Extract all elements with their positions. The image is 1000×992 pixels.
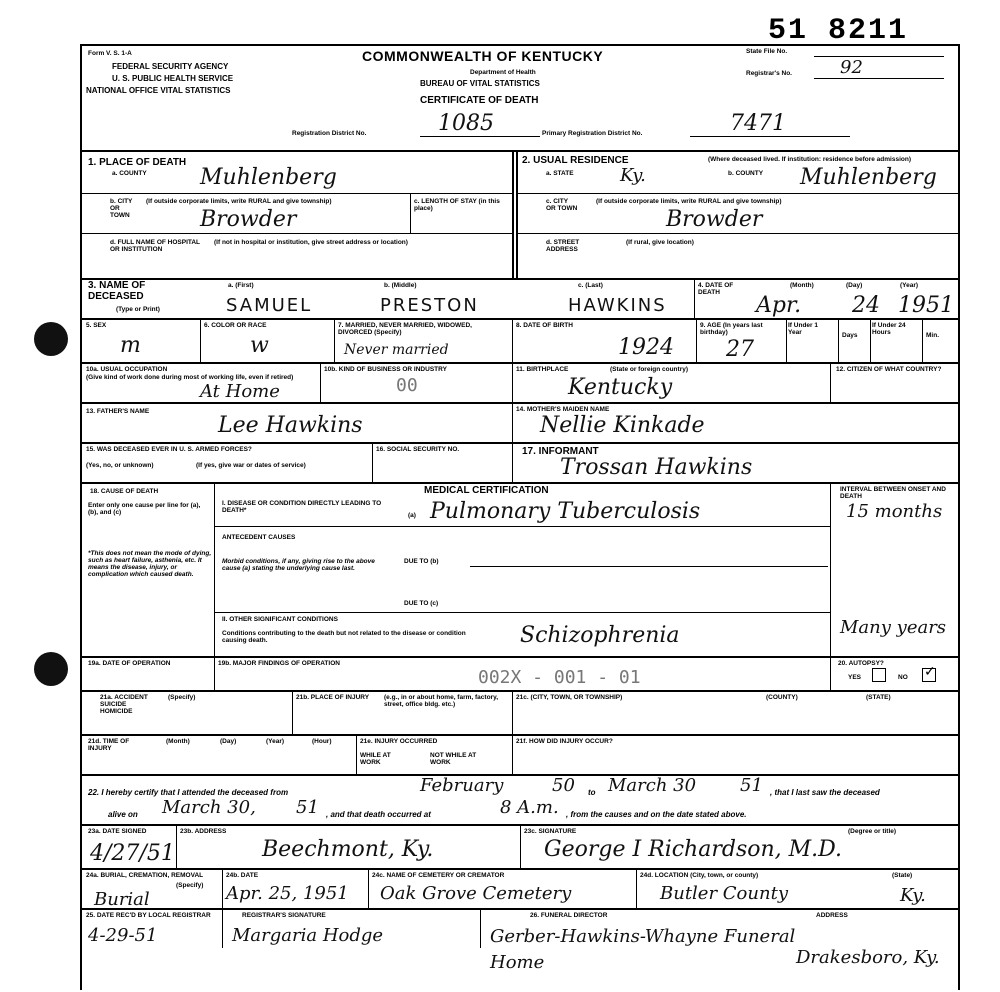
first-name-label: a. (First) [228,282,254,289]
dob: 1924 [618,335,674,360]
marital-label: 7. MARRIED, NEVER MARRIED, WIDOWED, DIVORCED (Specify) [338,322,472,336]
res-street-note: (If rural, give location) [626,239,694,246]
funeral-address-label: ADDRESS [816,912,848,919]
date-recd: 4-29-51 [88,925,158,946]
registrar-no: 92 [840,57,863,78]
sex-label: 5. SEX [86,322,107,329]
dob-label: 8. DATE OF BIRTH [516,322,573,329]
cemetery-state-label: (State) [892,872,913,879]
dod-month: Apr. [756,293,802,318]
middle-name-label: b. (Middle) [384,282,417,289]
burial-date: Apr. 25, 1951 [226,883,349,904]
citizen-label: 12. CITIZEN OF WHAT COUNTRY? [836,366,942,373]
stay-label: c. LENGTH OF STAY (in this place) [414,198,500,212]
occupation: At Home [200,381,280,402]
injury-year: (Year) [266,738,285,745]
certify-text-3: , and that death occurred at [326,810,431,819]
attended-from: February [420,775,504,796]
birthplace-note: (State or foreign country) [610,366,689,373]
mother-label: 14. MOTHER'S MAIDEN NAME [516,406,610,413]
funeral-director-label: 26. FUNERAL DIRECTOR [530,912,608,919]
marital: Never married [344,342,449,358]
informant-label: 17. INFORMANT [522,446,599,457]
res-city: Browder [666,207,763,232]
last-seen-year: 51 [296,797,319,818]
burial-date-label: 24b. DATE [226,872,259,879]
certificate-title: CERTIFICATE OF DEATH [420,95,539,106]
funeral-address: Drakesboro, Ky. [796,947,940,968]
punch-hole-top [34,322,68,356]
name-of-deceased-label: 3. NAME OF DECEASED [88,280,146,302]
race-label: 6. COLOR OR RACE [204,322,267,329]
cemetery: Oak Grove Cemetery [380,883,572,904]
burial-label: 24a. BURIAL, CREMATION, REMOVAL [86,872,204,879]
registrar-signature: Margaria Hodge [232,925,384,946]
primary-district-label: Primary Registration District No. [542,130,643,137]
autopsy-no-label: NO [898,674,908,681]
physician-signature: George I Richardson, M.D. [544,837,842,862]
injury-hour: (Hour) [312,738,332,745]
antecedent-label: ANTECEDENT CAUSES [222,534,296,541]
res-county: Muhlenberg [800,165,937,190]
race: w [250,333,269,358]
dod-day: 24 [852,293,880,318]
birthplace: Kentucky [568,375,673,400]
res-city-label: c. CITY OR TOWN [546,198,578,212]
injury-day: (Day) [220,738,237,745]
funeral-director: Gerber-Hawkins-Whayne Funeral Home [490,926,796,973]
hospital-note: (If not in hospital or institution, give street address or location) [214,239,408,246]
age: 27 [726,337,754,362]
place-of-injury-note: (e.g., in or about home, farm, factory, street, office bldg. etc.) [384,694,499,708]
occupation-note: (Give kind of work done during most of working life, even if retired) [86,374,294,381]
state-file-number: 51 8211 [768,14,909,48]
usual-residence-label: 2. USUAL RESIDENCE [522,155,629,166]
attended-from-year: 50 [552,775,575,796]
medical-certification: MEDICAL CERTIFICATION [424,485,549,496]
certify-text-4: , from the causes and on the date stated above. [566,810,747,819]
date-signed: 4/27/51 [90,841,175,866]
attended-to-year: 51 [740,775,763,796]
armed-forces-note: (Yes, no, or unknown) [86,462,154,469]
birthplace-label: 11. BIRTHPLACE [516,366,569,373]
part2-label: II. OTHER SIGNIFICANT CONDITIONS [222,616,338,623]
dod-month-label: (Month) [790,282,814,289]
min-label: Min. [926,332,939,339]
last-name-label: c. (Last) [578,282,603,289]
punch-hole-bottom [34,652,68,686]
certify-text-1: 22. I hereby certify that I attended the deceased from [88,788,289,797]
death-county: Muhlenberg [200,165,337,190]
not-while-at-work: NOT WHILE AT WORK [430,752,477,766]
cemetery-state: Ky. [900,885,926,906]
while-at-work: WHILE AT WORK [360,752,391,766]
cemetery-location: Butler County [660,883,788,904]
agency-line2: U. S. PUBLIC HEALTH SERVICE [112,74,234,83]
death-county-label: a. COUNTY [112,170,147,177]
death-city-note: (If outside corporate limits, write RURAL and give township) [146,198,332,205]
due-to-c: DUE TO (c) [404,600,439,607]
under-24-label: If Under 24 Hours [872,322,906,336]
accident-label: 21a. ACCIDENT SUICIDE HOMICIDE [100,694,148,715]
interval-a: 15 months [846,501,943,522]
injury-city-label: 21c. (CITY, TOWN, OR TOWNSHIP) [516,694,623,701]
state-file-label: State File No. [746,48,788,55]
form-number: Form V. S. 1-A [88,50,132,57]
certify-alive-on: alive on [108,810,138,819]
how-injury-label: 21f. HOW DID INJURY OCCUR? [516,738,613,745]
reg-district: 1085 [438,111,494,136]
interval-other: Many years [840,617,947,638]
days-label: Days [842,332,858,339]
registrar-no-label: Registrar's No. [746,70,792,77]
sex: m [120,333,141,358]
autopsy-check-mark: ✓ [924,664,936,680]
signer-address-label: 23b. ADDRESS [180,828,227,835]
bureau: BUREAU OF VITAL STATISTICS [420,79,540,88]
father-label: 13. FATHER'S NAME [86,408,150,415]
part2-note: Conditions contributing to the death but not related to the disease or condition causing death. [222,630,466,644]
type-or-print: (Type or Print) [116,306,160,313]
primary-district: 7471 [730,111,786,136]
res-city-note: (If outside corporate limits, write RURAL and give township) [596,198,782,205]
date-recd-label: 25. DATE REC'D BY LOCAL REGISTRAR [86,912,211,919]
autopsy-yes-box[interactable] [872,668,886,682]
industry-label: 10b. KIND OF BUSINESS OR INDUSTRY [324,366,447,373]
hospital-label: d. FULL NAME OF HOSPITAL OR INSTITUTION [110,239,200,253]
degree-label: (Degree or title) [848,828,897,835]
cause-footnote: *This does not mean the mode of dying, such as heart failure, asthenia, etc. It means the disease, injury, or complication which caused death. [88,550,212,578]
death-city-label: b. CITY OR TOWN [110,198,133,219]
part1-label: I. DISEASE OR CONDITION DIRECTLY LEADING TO DEATH* [222,500,382,514]
res-county-label: b. COUNTY [728,170,764,177]
operation-findings-label: 19b. MAJOR FINDINGS OF OPERATION [218,660,340,667]
occupation-label: 10a. USUAL OCCUPATION [86,366,168,373]
burial-specify: (Specify) [176,882,204,889]
cemetery-location-label: 24d. LOCATION (City, town, or county) [640,872,759,879]
social-security-label: 16. SOCIAL SECURITY NO. [376,446,460,453]
accident-specify: (Specify) [168,694,196,701]
industry: 00 [396,375,418,396]
dod-day-label: (Day) [846,282,863,289]
informant: Trossan Hawkins [560,455,753,480]
dod-year: 1951 [898,293,954,318]
last-name: HAWKINS [568,295,667,316]
mother-name: Nellie Kinkade [540,413,705,438]
date-signed-label: 23a. DATE SIGNED [88,828,147,835]
attended-to: March 30 [608,775,697,796]
dod-year-label: (Year) [900,282,919,289]
last-seen-alive: March 30, [162,797,256,818]
time-of-injury-label: 21d. TIME OF INJURY [88,738,130,752]
armed-forces-label: 15. WAS DECEASED EVER IN U. S. ARMED FORCES? [86,446,252,453]
res-street-label: d. STREET ADDRESS [546,239,580,253]
injury-month: (Month) [166,738,190,745]
autopsy-label: 20. AUTOPSY? [838,660,884,667]
res-state: Ky. [620,165,646,186]
cause-note: Enter only one cause per line for (a), (b), and (c) [88,502,201,516]
under-1-label: If Under 1 Year [788,322,818,336]
interval-label: INTERVAL BETWEEN ONSET AND DEATH [840,486,946,500]
armed-forces-note2: (If yes, give war or dates of service) [196,462,306,469]
cause-a: Pulmonary Tuberculosis [430,499,701,524]
injury-occurred-label: 21e. INJURY OCCURRED [360,738,438,745]
document-title: COMMONWEALTH OF KENTUCKY [362,48,604,64]
certify-text-2: , that I last saw the deceased [770,788,880,797]
residence-note: (Where deceased lived. If institution: residence before admission) [708,156,911,163]
reg-district-label: Registration District No. [292,130,367,137]
agency-line3: NATIONAL OFFICE VITAL STATISTICS [86,86,231,95]
father-name: Lee Hawkins [218,413,363,438]
operation-date-label: 19a. DATE OF OPERATION [88,660,171,667]
signer-address: Beechmont, Ky. [262,837,434,862]
disposition: Burial [94,889,150,910]
other-conditions: Schizophrenia [520,623,680,648]
certify-to: to [588,788,596,797]
cause-label: 18. CAUSE OF DEATH [90,488,159,495]
injury-state-label: (STATE) [866,694,891,701]
morbid-note: Morbid conditions, if any, giving rise to the above cause (a) stating the underlying cause last. [222,558,375,572]
date-of-death-label: 4. DATE OF DEATH [698,282,734,296]
signature-label: 23c. SIGNATURE [524,828,577,835]
place-of-injury-label: 21b. PLACE OF INJURY [296,694,370,701]
cause-a-letter: (a) [408,512,416,519]
middle-name: PRESTON [380,295,479,316]
time-of-death: 8 A.m. [500,797,559,818]
cemetery-label: 24c. NAME OF CEMETERY OR CREMATOR [372,872,505,879]
first-name: SAMUEL [226,295,313,316]
department: Department of Health [470,69,536,76]
age-label: 9. AGE (In years last birthday) [700,322,763,336]
res-state-label: a. STATE [546,170,574,177]
autopsy-yes-label: YES [848,674,862,681]
due-to-b: DUE TO (b) [404,558,439,565]
place-of-death-label: 1. PLACE OF DEATH [88,157,187,168]
classification-code: 002X - 001 - 01 [478,667,641,688]
registrar-signature-label: REGISTRAR'S SIGNATURE [242,912,326,919]
death-city: Browder [200,207,297,232]
agency-line1: FEDERAL SECURITY AGENCY [112,62,229,71]
injury-county-label: (COUNTY) [766,694,798,701]
